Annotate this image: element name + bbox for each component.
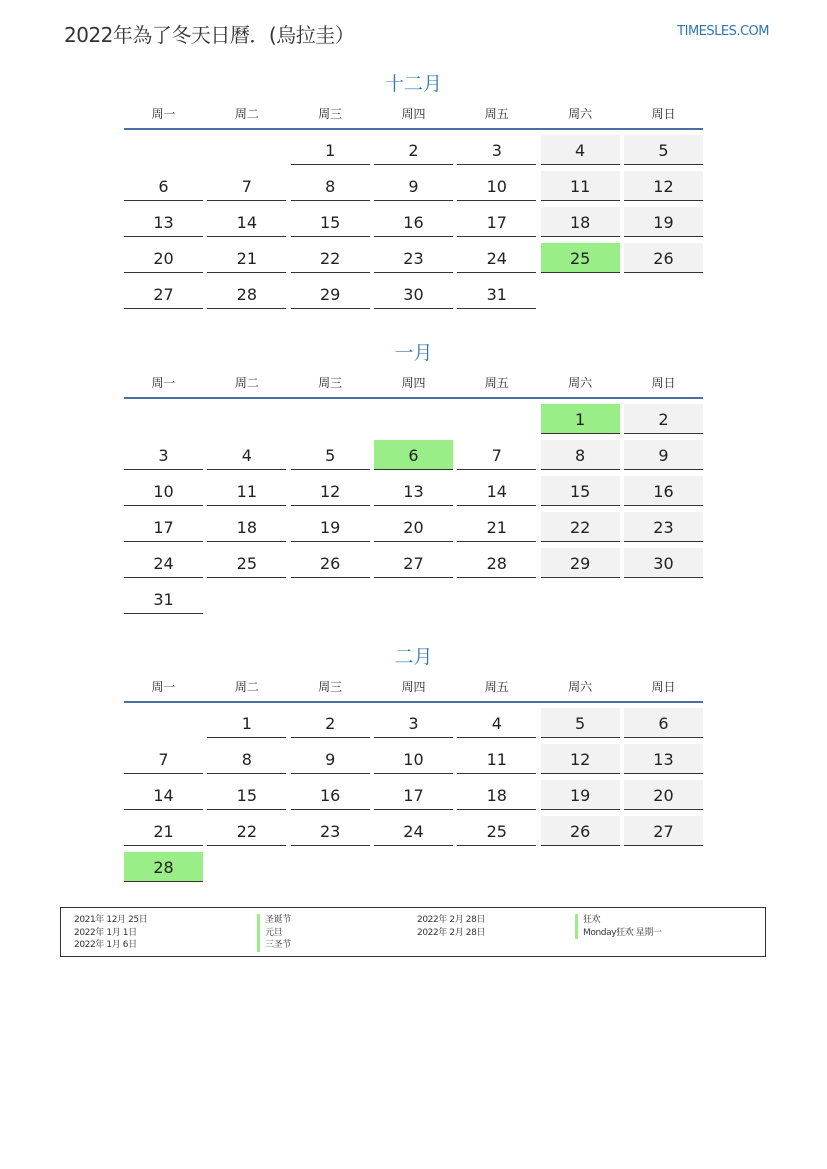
legend-date: 2022年 2月 28日 — [417, 915, 486, 925]
weekday-header — [124, 375, 703, 399]
day-cell: 27 — [124, 279, 203, 309]
legend-date: 2022年 1月 6日 — [74, 940, 137, 950]
day-cell: 14 — [207, 207, 286, 237]
day-cell: 22 — [207, 816, 286, 846]
weekday-header — [124, 679, 703, 703]
weekday-label: 周五 — [484, 107, 509, 121]
day-cell: 6 — [124, 171, 203, 201]
day-cell: 18 — [207, 512, 286, 542]
weekday-label: 周四 — [401, 376, 426, 390]
day-cell: 5 — [541, 708, 620, 738]
weekday-label: 周二 — [234, 107, 259, 121]
weekday-label: 周二 — [234, 376, 259, 390]
day-cell: 2 — [374, 135, 453, 165]
day-cell: 23 — [374, 243, 453, 273]
weekday-label: 周五 — [484, 680, 509, 694]
day-cell: 15 — [207, 780, 286, 810]
day-cell: 27 — [624, 816, 703, 846]
weekday-label: 周日 — [651, 376, 676, 390]
day-cell: 27 — [374, 548, 453, 578]
weekday-label: 周一 — [151, 680, 176, 694]
day-cell: 2 — [624, 404, 703, 434]
empty-cell — [374, 404, 453, 434]
day-cell: 4 — [457, 708, 536, 738]
days-grid — [124, 708, 703, 888]
day-cell: 7 — [124, 744, 203, 774]
holiday-day-cell: 6 — [374, 440, 453, 470]
day-cell: 16 — [624, 476, 703, 506]
day-cell: 14 — [457, 476, 536, 506]
legend-names-2 — [575, 914, 662, 939]
days-grid — [124, 404, 703, 620]
legend-holiday-name: 元旦 — [257, 927, 291, 940]
weekday-label: 周二 — [234, 680, 259, 694]
day-cell: 15 — [291, 207, 370, 237]
day-cell: 16 — [291, 780, 370, 810]
empty-cell — [124, 135, 203, 165]
day-cell: 6 — [624, 708, 703, 738]
holiday-day-cell: 28 — [124, 852, 203, 882]
month-december — [124, 72, 703, 315]
empty-cell — [207, 135, 286, 165]
day-cell: 16 — [374, 207, 453, 237]
day-cell: 29 — [291, 279, 370, 309]
day-cell: 23 — [624, 512, 703, 542]
day-cell: 12 — [624, 171, 703, 201]
day-cell: 20 — [624, 780, 703, 810]
legend-holiday-name: 三圣节 — [257, 939, 291, 952]
day-cell: 13 — [624, 744, 703, 774]
weekday-label: 周四 — [401, 680, 426, 694]
legend-holiday-name: 圣诞节 — [257, 914, 291, 927]
legend-dates-1 — [74, 914, 147, 952]
legend-holiday-name: 狂欢 — [575, 914, 662, 927]
site-link[interactable]: TIMESLES.COM — [677, 24, 769, 39]
legend-date: 2021年 12月 25日 — [74, 915, 148, 925]
day-cell: 25 — [207, 548, 286, 578]
day-cell: 13 — [124, 207, 203, 237]
day-cell: 11 — [207, 476, 286, 506]
day-cell: 20 — [124, 243, 203, 273]
holiday-legend — [60, 907, 766, 957]
day-cell: 21 — [457, 512, 536, 542]
month-february — [124, 645, 703, 888]
day-cell: 9 — [291, 744, 370, 774]
weekday-header — [124, 106, 703, 130]
month-title: 一月 — [394, 342, 433, 364]
day-cell: 22 — [291, 243, 370, 273]
holiday-day-cell: 1 — [541, 404, 620, 434]
day-cell: 8 — [291, 171, 370, 201]
day-cell: 24 — [374, 816, 453, 846]
day-cell: 4 — [207, 440, 286, 470]
month-january — [124, 341, 703, 620]
day-cell: 23 — [291, 816, 370, 846]
weekday-label: 周一 — [151, 107, 176, 121]
day-cell: 26 — [624, 243, 703, 273]
day-cell: 19 — [541, 780, 620, 810]
day-cell: 10 — [124, 476, 203, 506]
legend-names-1 — [257, 914, 291, 952]
day-cell: 3 — [374, 708, 453, 738]
weekday-label: 周五 — [484, 376, 509, 390]
day-cell: 12 — [291, 476, 370, 506]
weekday-label: 周六 — [568, 107, 593, 121]
day-cell: 26 — [291, 548, 370, 578]
day-cell: 19 — [291, 512, 370, 542]
day-cell: 28 — [457, 548, 536, 578]
day-cell: 8 — [541, 440, 620, 470]
empty-cell — [124, 404, 203, 434]
day-cell: 1 — [291, 135, 370, 165]
day-cell: 24 — [124, 548, 203, 578]
day-cell: 29 — [541, 548, 620, 578]
day-cell: 20 — [374, 512, 453, 542]
weekday-label: 周日 — [651, 107, 676, 121]
day-cell: 28 — [207, 279, 286, 309]
weekday-label: 周六 — [568, 680, 593, 694]
day-cell: 8 — [207, 744, 286, 774]
holiday-day-cell: 25 — [541, 243, 620, 273]
day-cell: 13 — [374, 476, 453, 506]
day-cell: 11 — [457, 744, 536, 774]
day-cell: 26 — [541, 816, 620, 846]
day-cell: 17 — [124, 512, 203, 542]
day-cell: 1 — [207, 708, 286, 738]
day-cell: 5 — [624, 135, 703, 165]
empty-cell — [291, 404, 370, 434]
day-cell: 19 — [624, 207, 703, 237]
empty-cell — [124, 708, 203, 738]
day-cell: 25 — [457, 816, 536, 846]
day-cell: 17 — [374, 780, 453, 810]
day-cell: 15 — [541, 476, 620, 506]
day-cell: 11 — [541, 171, 620, 201]
day-cell: 3 — [124, 440, 203, 470]
weekday-label: 周日 — [651, 680, 676, 694]
day-cell: 22 — [541, 512, 620, 542]
day-cell: 10 — [374, 744, 453, 774]
day-cell: 9 — [374, 171, 453, 201]
weekday-label: 周三 — [318, 376, 343, 390]
weekday-label: 周三 — [318, 680, 343, 694]
legend-date: 2022年 1月 1日 — [74, 927, 137, 938]
day-cell: 10 — [457, 171, 536, 201]
month-title: 十二月 — [384, 73, 442, 95]
month-title: 二月 — [394, 646, 433, 668]
day-cell: 31 — [124, 584, 203, 614]
legend-dates-2 — [417, 914, 485, 939]
day-cell: 12 — [541, 744, 620, 774]
legend-holiday-name: Monday狂欢 星期一 — [575, 927, 662, 940]
day-cell: 7 — [457, 440, 536, 470]
day-cell: 30 — [624, 548, 703, 578]
day-cell: 17 — [457, 207, 536, 237]
day-cell: 18 — [457, 780, 536, 810]
day-cell: 5 — [291, 440, 370, 470]
day-cell: 9 — [624, 440, 703, 470]
day-cell: 30 — [374, 279, 453, 309]
weekday-label: 周四 — [401, 107, 426, 121]
day-cell: 21 — [207, 243, 286, 273]
day-cell: 31 — [457, 279, 536, 309]
empty-cell — [207, 404, 286, 434]
day-cell: 3 — [457, 135, 536, 165]
weekday-label: 周一 — [151, 376, 176, 390]
weekday-label: 周六 — [568, 376, 593, 390]
day-cell: 18 — [541, 207, 620, 237]
weekday-label: 周三 — [318, 107, 343, 121]
legend-date: 2022年 2月 28日 — [417, 927, 486, 938]
page-title: 2022年為了冬天日曆．(烏拉圭） — [64, 23, 355, 47]
days-grid — [124, 135, 703, 315]
day-cell: 24 — [457, 243, 536, 273]
day-cell: 7 — [207, 171, 286, 201]
day-cell: 21 — [124, 816, 203, 846]
day-cell: 2 — [291, 708, 370, 738]
day-cell: 14 — [124, 780, 203, 810]
day-cell: 4 — [541, 135, 620, 165]
empty-cell — [457, 404, 536, 434]
